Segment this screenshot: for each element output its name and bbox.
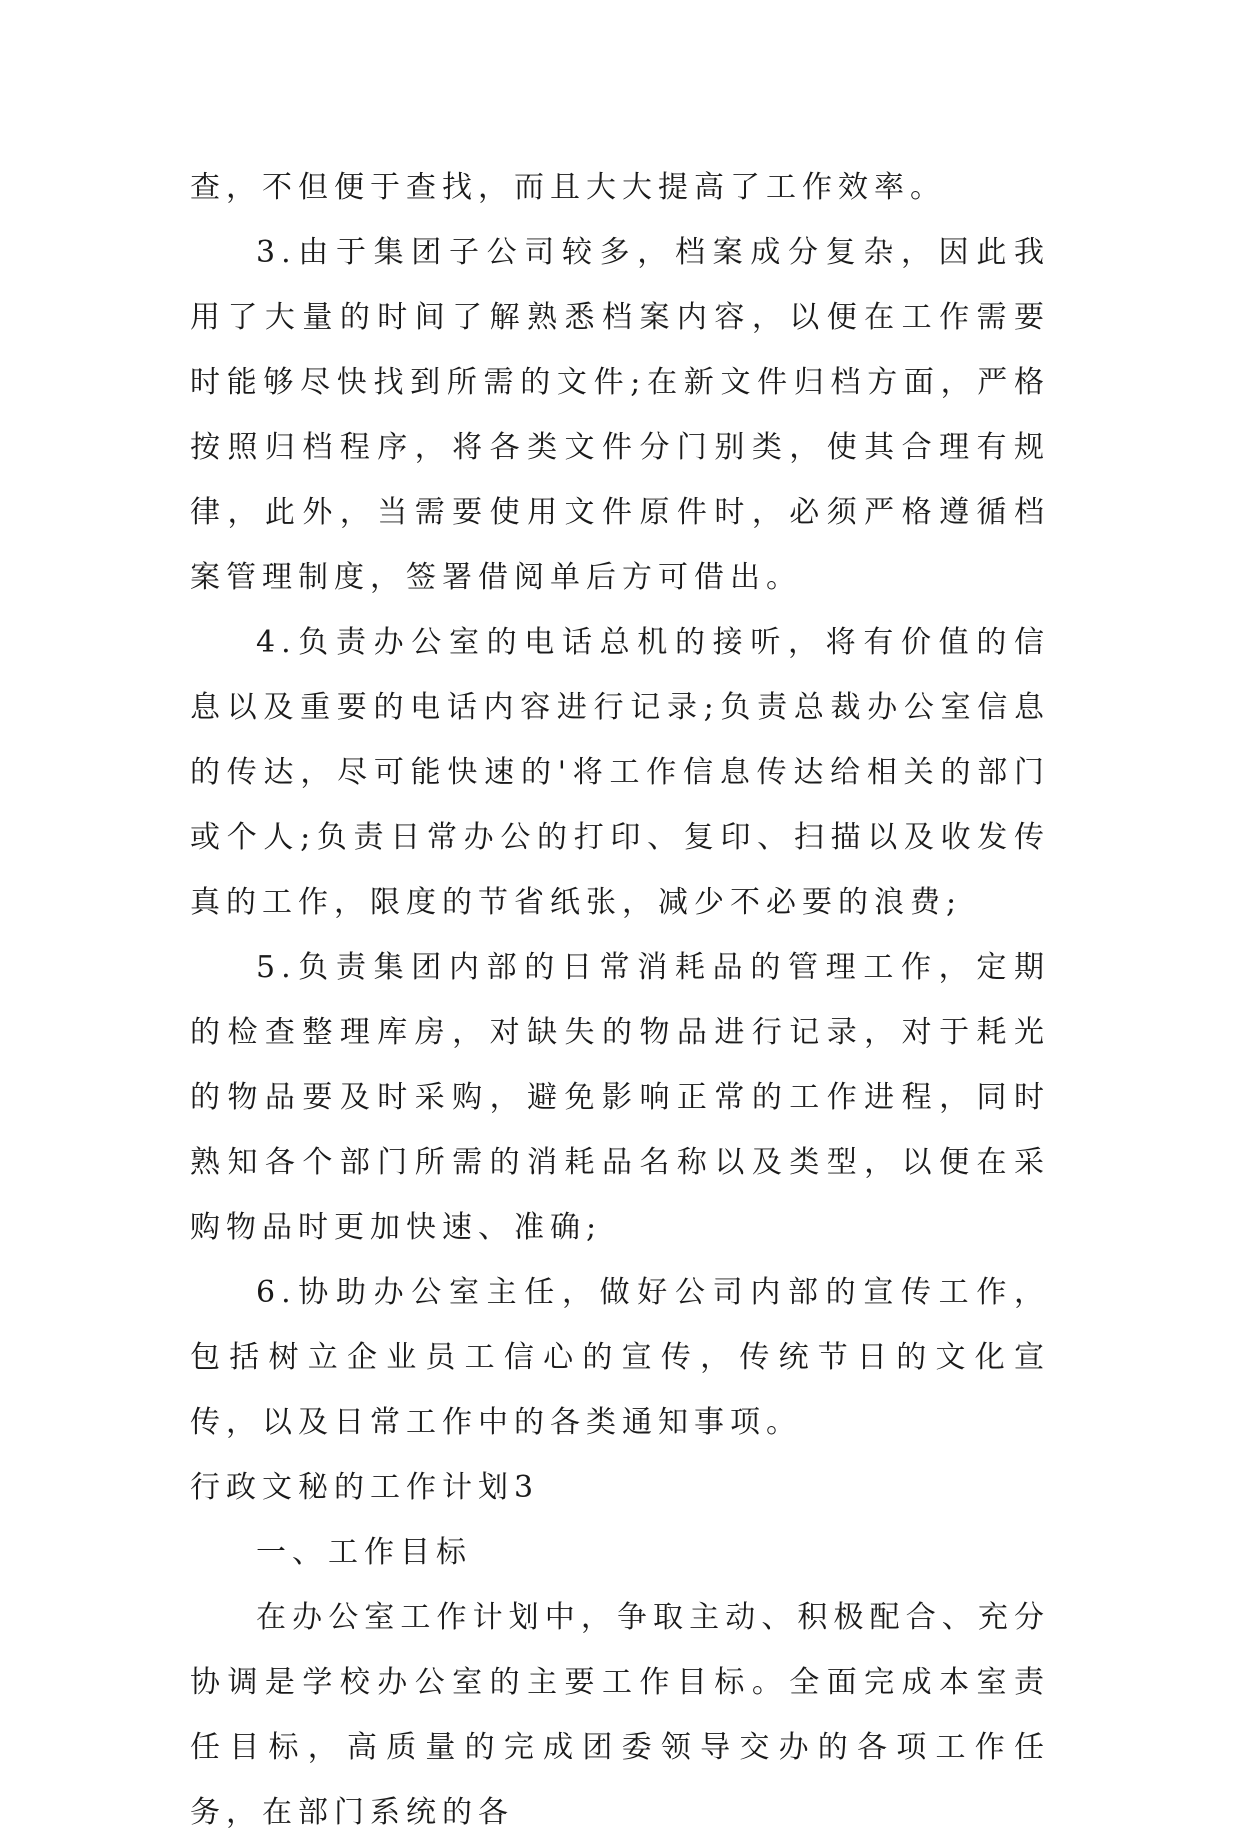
paragraph-continuation: 查，不但便于查找，而且大大提高了工作效率。 — [190, 170, 946, 205]
paragraph-item-3: 3.由于集团子公司较多，档案成分复杂，因此我用了大量的时间了解熟悉档案内容，以便在工作需要时能够尽快找到所需的文件;在新文件归档方面，严格按照归档程序，将各类文件分门别类，使其合理有规律，此外，当需要使用文件原件时，必须严格遵循档案管理制度，签署借阅单后方可借出。 — [190, 235, 1050, 595]
document-body — [190, 155, 1050, 1845]
section-subheading: 一、工作目标 — [256, 1535, 472, 1570]
section-title: 行政文秘的工作计划3 — [190, 1470, 540, 1505]
paragraph-goal: 在办公室工作计划中，争取主动、积极配合、充分协调是学校办公室的主要工作目标。全面完成本室责任目标，高质量的完成团委领导交办的各项工作任务，在部门系统的各 — [190, 1600, 1050, 1830]
paragraph-item-5: 5.负责集团内部的日常消耗品的管理工作，定期的检查整理库房，对缺失的物品进行记录，对于耗光的物品要及时采购，避免影响正常的工作进程，同时熟知各个部门所需的消耗品名称以及类型，以便在采购物品时更加快速、准确; — [190, 950, 1050, 1245]
paragraph-item-4: 4.负责办公室的电话总机的接听，将有价值的信息以及重要的电话内容进行记录;负责总裁办公室信息的传达，尽可能快速的'将工作信息传达给相关的部门或个人;负责日常办公的打印、复印、扫描以及收发传真的工作，限度的节省纸张，减少不必要的浪费; — [190, 625, 1050, 920]
paragraph-item-6: 6.协助办公室主任，做好公司内部的宣传工作，包括树立企业员工信心的宣传，传统节日的文化宣传，以及日常工作中的各类通知事项。 — [190, 1275, 1050, 1440]
